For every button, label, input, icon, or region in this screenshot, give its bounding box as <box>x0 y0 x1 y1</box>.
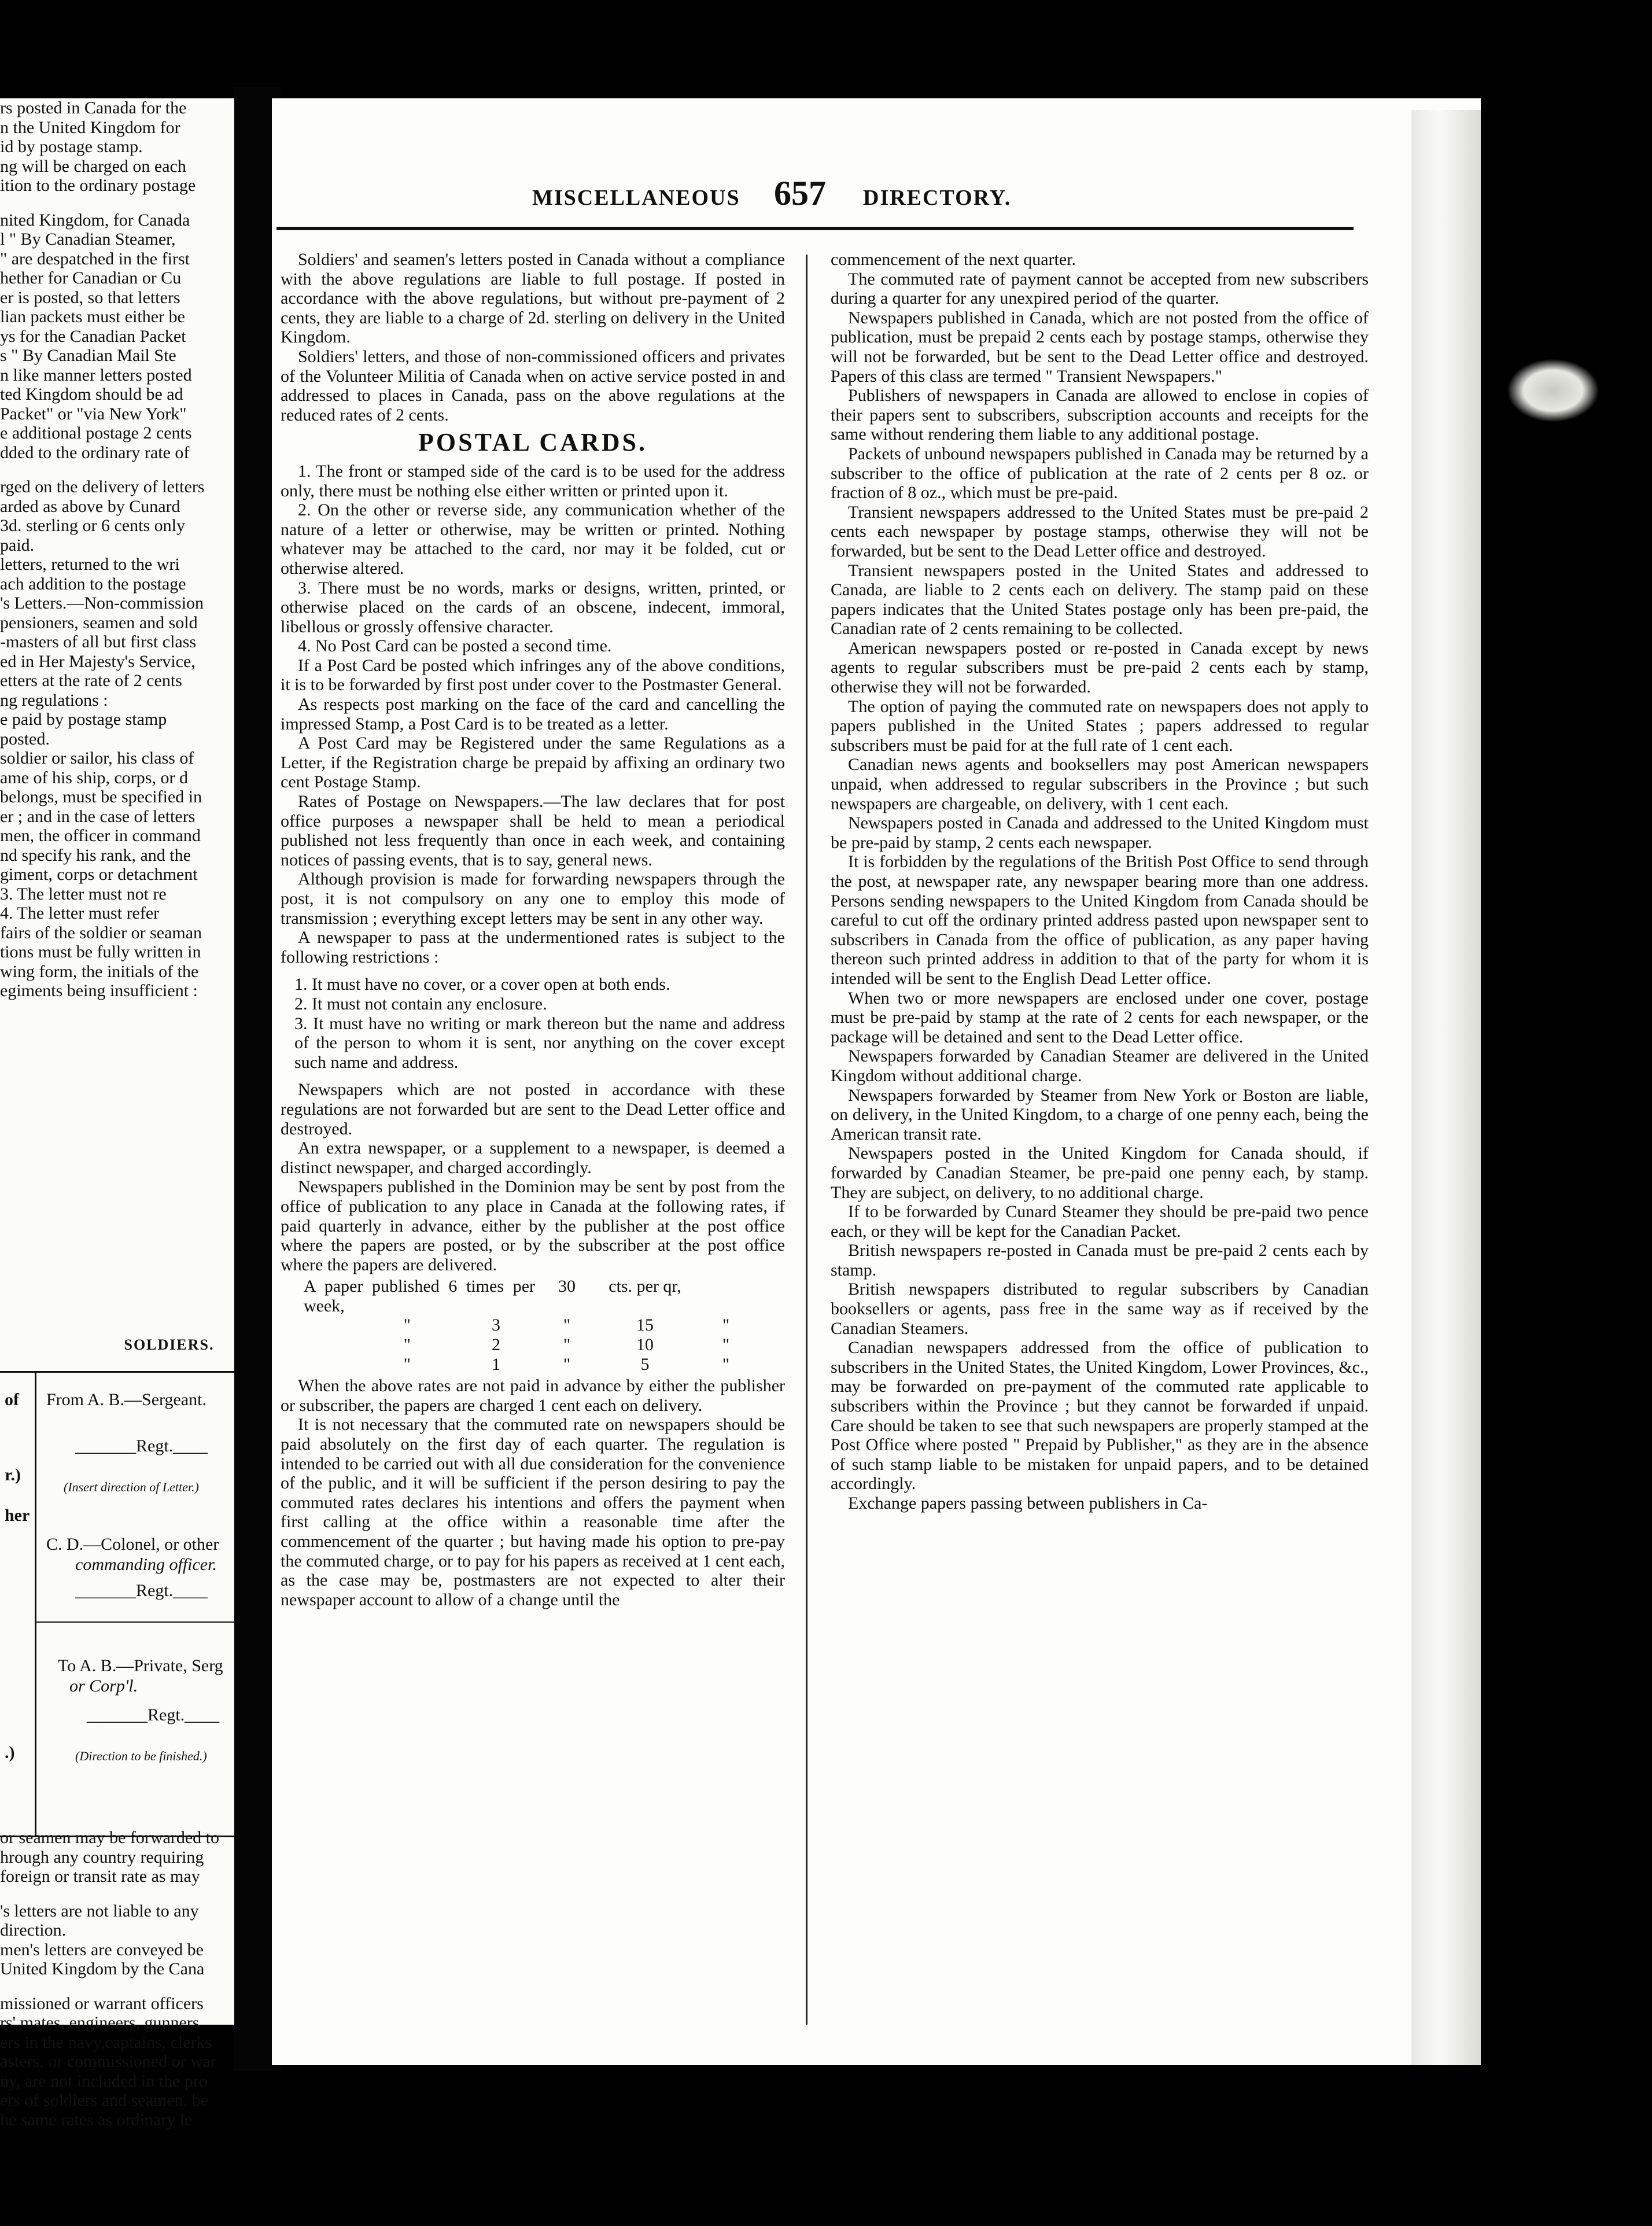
rate-cell: cts. per qr, <box>609 1277 681 1296</box>
ditto-mark: " <box>403 1335 411 1355</box>
form-divider <box>35 1373 36 1836</box>
newspaper-rules <box>281 1080 785 1274</box>
text-line: 3d. sterling or 6 cents only <box>0 516 185 535</box>
scan-smudge <box>1507 359 1599 422</box>
text-line: s " By Canadian Mail Ste <box>0 346 176 365</box>
paragraph: Newspapers posted in the United Kingdom for Canada should, if forwarded by Canadian Steamer, be pre-paid one penny each, by stamp. They are subject, on delivery, to no additional charge. <box>831 1144 1369 1202</box>
paragraph: It is forbidden by the regulations of the British Post Office to send through the post, at newspaper rate, any newspaper bearing more than one address. Persons sending newspapers to the United Kingdom from Canada should be careful to cut off the ordinary printed address pasted upon newspaper sent to subscribers in Canada from the office of publication, as any paper having thereon such printed address in addition to that of the party for whom it is intended will be sent to the English Dead Letter office. <box>831 852 1369 988</box>
rate-cell: " <box>722 1315 730 1335</box>
text-line: 's letters are not liable to any <box>0 1901 199 1921</box>
text-line: Packet" or "via New York" <box>0 404 187 423</box>
form-to: To A. B.—Private, Serg <box>58 1656 223 1675</box>
text-line: wing form, the initials of the <box>0 961 199 981</box>
text-line: asters, or commissioned or war <box>0 2052 217 2071</box>
rate-cell: 15 <box>636 1315 654 1335</box>
form-note-1: (Insert direction of Letter.) <box>64 1480 199 1494</box>
paragraph: A Post Card may be Registered under the same Regulations as a Letter, if the Registration charge be prepaid by affixing an ordinary two cent Postage Stamp. <box>281 734 785 792</box>
paragraph: Newspapers forwarded by Canadian Steamer are delivered in the United Kingdom without additional charge. <box>831 1046 1369 1085</box>
rate-cell: " <box>722 1335 730 1355</box>
paragraph: 3. It must have no writing or mark thereon but the name and address of the person to whom it is sent, nor anything on the cover except such name and address. <box>294 1014 785 1072</box>
paragraph: Transient newspapers addressed to the United States must be pre-paid 2 cents each newspaper by postage stamps, otherwise they will not be forwarded, but be sent to the Dead Letter office and destroyed. <box>831 502 1369 561</box>
paragraph: Newspapers which are not posted in accordance with these regulations are not forwarded but are sent to the Dead Letter office and destroyed. <box>281 1080 785 1138</box>
text-line: nd specify his rank, and the <box>0 845 191 865</box>
text-line: id by postage stamp. <box>0 137 143 156</box>
text-line: ers in the navy,captains, clerks <box>0 2032 212 2052</box>
rate-row <box>281 1315 785 1335</box>
paragraph: When the above rates are not paid in advance by either the publisher or subscriber, the papers are charged 1 cent each on delivery. <box>281 1376 785 1415</box>
text-line: 4. The letter must refer <box>0 904 160 923</box>
text-line: tions must be fully written in <box>0 942 201 961</box>
text-line: etters at the rate of 2 cents <box>0 671 182 690</box>
rate-cell: A paper published 6 times per week, <box>304 1277 535 1315</box>
times-per-week: 3 <box>492 1315 500 1335</box>
rate-row <box>281 1335 785 1355</box>
text-line: United Kingdom by the Cana <box>0 1959 205 1978</box>
paragraph: Newspapers posted in Canada and addressed to the United Kingdom must be pre-paid by stamp, 2 cents each newspaper. <box>831 813 1369 852</box>
form-regt-1: _______Regt.____ <box>75 1436 208 1455</box>
left-page-fragment <box>0 98 234 2129</box>
form-regt-2: _______Regt.____ <box>75 1581 208 1600</box>
header-right: DIRECTORY. <box>863 186 1012 210</box>
text-line: hrough any country requiring <box>0 1847 204 1867</box>
newspaper-restrictions <box>281 975 785 1072</box>
paragraph: Although provision is made for forwarding newspapers through the post, it is not compulsory on any one to employ this mode of transmission ; everything except letters may be sent in any other way. <box>281 869 785 928</box>
text-line: ition to the ordinary postage <box>0 176 196 195</box>
rates-table <box>281 1277 785 1374</box>
paragraph: Soldiers' letters, and those of non-commissioned officers and privates of the Volunteer Militia of Canada when on active service posted in and addressed to places in Canada, pass on the above regulations at the reduced rates of 2 cents. <box>281 347 785 425</box>
page-edge <box>1411 110 1481 2065</box>
postal-cards-rules <box>281 462 785 967</box>
column-2 <box>831 250 1369 1513</box>
text-line: pensioners, seamen and sold <box>0 613 198 632</box>
paragraph: Newspapers published in the Dominion may be sent by post from the office of publication to any place in Canada at the following rates, if paid quarterly in advance, either by the publisher at the post office where the papers are posted, or by the subscriber at the post office where the papers are delivered. <box>281 1177 785 1274</box>
rate-cell <box>304 1335 535 1355</box>
text-line: lian packets must either be <box>0 307 185 326</box>
text-line: l " By Canadian Steamer, <box>0 230 176 249</box>
spacer <box>281 967 785 975</box>
text-line: giment, corps or detachment <box>0 865 198 884</box>
paragraph: If to be forwarded by Cunard Steamer they should be pre-paid two pence each, or they will be kept for the Canadian Packet. <box>831 1202 1369 1241</box>
form-regt-3-text: Regt. <box>148 1705 185 1724</box>
paragraph: 4. No Post Card can be posted a second time. <box>298 636 612 656</box>
paragraph: 3. There must be no words, marks or designs, written, printed, or otherwise placed on the cards of an obscene, indecent, immoral, libellous or grossly offensive character. <box>281 578 785 636</box>
paragraph: Rates of Postage on Newspapers.—The law declares that for post office purposes a newspaper shall be held to mean a periodical published not less frequently than once in each week, and containing notices of passing events, that is to say, general news. <box>281 792 785 869</box>
column-1 <box>281 250 785 1609</box>
text-line: nited Kingdom, for Canada <box>0 210 190 230</box>
paragraph: If a Post Card be posted which infringes any of the above conditions, it is to be forwarded by first post under cover to the Postmaster General. <box>281 655 785 695</box>
paragraph: It is not necessary that the commuted rate on newspapers should be paid absolutely on the first day of each quarter. The regulation is intended to be carried out with all due consideration for the convenience of the public, and it will be sufficient if the person desiring to pay the commuted rates declares his intentions and offers the payment when first calling at the office within a reasonable time after the commencement of the quarter ; but having made his option to pre-pay the commuted charge, or to pay for his papers as received at 1 cent each, as the case may be, postmasters are not expected to alter their newspaper account to allow of a change until the <box>281 1415 785 1609</box>
form-label-3: her <box>5 1506 30 1525</box>
text-line: ny, are not included in the pro <box>0 2071 208 2091</box>
text-line: er is posted, so that letters <box>0 288 180 307</box>
postal-cards-heading: POSTAL CARDS. <box>418 428 647 457</box>
text-line: posted. <box>0 729 50 749</box>
text-line: ach addition to the postage <box>0 574 186 594</box>
text-line: fairs of the soldier or seaman <box>0 923 202 942</box>
text-line: hether for Canadian or Cu <box>0 268 182 288</box>
text-line: 's Letters.—Non-commission <box>0 594 204 613</box>
text-line: men's letters are conveyed be <box>0 1940 204 1959</box>
column-2-paragraphs <box>831 250 1369 1513</box>
rate-cell: 5 <box>640 1354 650 1374</box>
text-line: n like manner letters posted <box>0 365 192 385</box>
form-regt-1-text: Regt. <box>136 1436 174 1455</box>
rate-row <box>281 1355 785 1374</box>
text-line: ng regulations : <box>0 690 108 710</box>
text-line: he same rates as ordinary le <box>0 2110 193 2129</box>
rate-row <box>281 1277 785 1315</box>
ditto-mark: " <box>403 1354 411 1374</box>
text-line: dded to the ordinary rate of <box>0 443 190 462</box>
text-line: 3. The letter must not re <box>0 884 167 904</box>
text-line: rged on the delivery of letters <box>0 477 205 496</box>
text-line: arded as above by Cunard <box>0 496 180 516</box>
page-header <box>532 174 1053 220</box>
rate-cell: " <box>563 1315 571 1335</box>
rate-cell: " <box>722 1354 730 1374</box>
text-line: belongs, must be specified in <box>0 787 202 806</box>
paragraph: Newspapers published in Canada, which are not posted from the office of publication, must be prepaid 2 cents each by postage stamps, otherwise they will not be forwarded, but be sent to the Dead Letter office and destroyed. Papers of this class are termed " Transient Newspapers." <box>831 308 1369 386</box>
paragraph: Transient newspapers posted in the United States and addressed to Canada, are liable to 2 cents each on delivery. The stamp paid on these papers indicates that the United States postage only has been pre-paid, the Canadian rate of 2 cents remaining to be collected. <box>831 561 1369 639</box>
times-per-week: 1 <box>492 1354 500 1374</box>
form-regt-2-text: Regt. <box>136 1581 174 1600</box>
text-line: e additional postage 2 cents <box>0 423 192 443</box>
text-line: er ; and in the case of letters <box>0 806 196 826</box>
paragraph: American newspapers posted or re-posted in Canada except by news agents to regular subscribers must be pre-paid 2 cents each by stamp, otherwise they will not be forwarded. <box>831 638 1369 697</box>
form-label-1: of <box>5 1390 19 1409</box>
text-line: egiments being insufficient : <box>0 981 198 1000</box>
paragraph: Publishers of newspapers in Canada are allowed to enclose in copies of their papers sent to subscribers, subscription accounts and receipts for the same without rendering them liable to any additional postage. <box>831 386 1369 444</box>
text-line: e paid by postage stamp <box>0 710 167 729</box>
text-line: ame of his ship, corps, or d <box>0 768 188 787</box>
paragraph: A newspaper to pass at the undermentioned rates is subject to the following restrictions : <box>281 928 785 967</box>
form-commanding: commanding officer. <box>75 1555 217 1574</box>
soldiers-form <box>0 1336 234 1837</box>
paragraph: 1. The front or stamped side of the card is to be used for the address only, there must be nothing else either written or printed upon it. <box>281 461 785 500</box>
text-line: " are despatched in the first <box>0 249 190 268</box>
form-corp: or Corp'l. <box>69 1676 138 1696</box>
text-line: rs posted in Canada for the <box>0 98 187 117</box>
soldiers-form-box <box>0 1371 234 1837</box>
rate-cell: " <box>563 1335 571 1355</box>
paragraph: Newspapers forwarded by Steamer from New York or Boston are liable, on delivery, in the United Kingdom, to a charge of one penny each, being the American transit rate. <box>831 1085 1369 1144</box>
text-line: ng will be charged on each <box>0 156 186 176</box>
text-line: paid. <box>0 535 35 555</box>
rate-cell <box>304 1315 535 1335</box>
text-line: missioned or warrant officers <box>0 1993 204 2013</box>
paragraph: When two or more newspapers are enclosed under one cover, postage must be pre-paid by stamp at the rate of 2 cents for each newspaper, or the package will be detained and sent to the Dead Letter office. <box>831 988 1369 1046</box>
text-line: direction. <box>0 1921 67 1940</box>
paragraph: British newspapers re-posted in Canada must be pre-paid 2 cents each by stamp. <box>831 1241 1369 1280</box>
text-line: -masters of all but first class <box>0 632 197 651</box>
paragraph: Packets of unbound newspapers published in Canada may be returned by a subscriber to the office of publication at the rate of 2 cents per 8 oz. or fraction of 8 oz., which must be pre-paid. <box>831 444 1369 503</box>
text-line: or seamen may be forwarded to <box>0 1828 220 1847</box>
text-line: ed in Her Majesty's Service, <box>0 651 196 671</box>
ditto-mark: " <box>403 1315 411 1335</box>
times-per-week: 2 <box>492 1335 500 1355</box>
column-1-intro <box>281 250 785 425</box>
paragraph: 2. It must not contain any enclosure. <box>294 994 547 1014</box>
paragraph: British newspapers distributed to regular subscribers by Canadian booksellers or agents, pass free in the same way as if received by the Canadian Steamers. <box>831 1280 1369 1338</box>
form-label-5: .) <box>5 1743 15 1762</box>
text-line: ted Kingdom should be ad <box>0 385 183 404</box>
paragraph: The commuted rate of payment cannot be accepted from new subscribers during a quarter for any unexpired period of the quarter. <box>831 269 1369 308</box>
header-rule <box>276 227 1354 230</box>
header-left: MISCELLANEOUS <box>532 186 740 210</box>
text-line: foreign or transit rate as may <box>0 1867 200 1886</box>
text-line: men, the officer in command <box>0 826 201 845</box>
paragraph: Soldiers' and seamen's letters posted in Canada without a compliance with the above regulations are liable to full postage. If posted in accordance with the above regulations, but without pre-payment of 2 cents, they are liable to a charge of 2d. sterling on delivery in the United Kingdom. <box>281 250 785 347</box>
form-colonel: C. D.—Colonel, or other <box>46 1535 219 1554</box>
form-rule <box>35 1621 234 1623</box>
paragraph: As respects post marking on the face of the card and cancelling the impressed Stamp, a Post Card is to be treated as a letter. <box>281 695 785 734</box>
rate-cell <box>304 1355 535 1374</box>
column-rule <box>806 255 807 2025</box>
form-label-2: r.) <box>5 1465 21 1484</box>
text-line: rs' mates, engineers, gunners <box>0 2013 200 2032</box>
rate-cell: 10 <box>636 1335 654 1355</box>
spacer <box>281 1072 785 1080</box>
text-line: ers of soldiers and seamen, be <box>0 2091 208 2110</box>
paragraph: 2. On the other or reverse side, any communication whether of the nature of a letter or otherwise, may be written or printed. Nothing whatever may be attached to the card, nor may it be folded, cut or otherwise altered. <box>281 500 785 578</box>
rate-cell: 30 <box>558 1277 576 1296</box>
form-from: From A. B.—Sergeant. <box>46 1390 207 1409</box>
paragraph: Canadian news agents and booksellers may post American newspapers unpaid, when addressed to regular subscribers in the Province ; but such newspapers are chargeable, on delivery, with 1 cent each. <box>831 755 1369 813</box>
text-line: letters, returned to the wri <box>0 555 180 574</box>
paragraph: An extra newspaper, or a supplement to a newspaper, is deemed a distinct newspaper, and charged accordingly. <box>281 1138 785 1177</box>
text-line: soldier or sailor, his class of <box>0 749 194 768</box>
form-regt-3: _______Regt.____ <box>87 1705 220 1724</box>
soldiers-title: SOLDIERS. <box>124 1336 215 1353</box>
page-number: 657 <box>774 174 826 212</box>
paragraph: Exchange papers passing between publishers in Ca- <box>848 1494 1208 1513</box>
paragraph: The option of paying the commuted rate on newspapers does not apply to papers published in the United States ; papers addressed to regular subscribers must be paid for at the full rate of 1 cent each. <box>831 696 1369 755</box>
paragraph: Canadian newspapers addressed from the office of publication to subscribers in the United States, the United Kingdom, Lower Provinces, &c., may be forwarded on pre-payment of the commuted rate applicable to subscribers within the Province ; but they cannot be forwarded if unpaid. Care should be taken to see that such newspapers are properly stamped at the Post Office where posted " Prepaid by Publisher," as they are in the absence of such stamp liable to be mistaken for unpaid papers, and to be detained accordingly. <box>831 1338 1369 1494</box>
column-1-closing <box>281 1376 785 1609</box>
paragraph: 1. It must have no cover, or a cover open at both ends. <box>294 975 670 994</box>
text-line: n the United Kingdom for <box>0 117 180 137</box>
form-note-2: (Direction to be finished.) <box>75 1749 207 1763</box>
rate-cell: " <box>563 1354 571 1374</box>
paragraph: commencement of the next quarter. <box>831 250 1076 269</box>
text-line: ys for the Canadian Packet <box>0 326 186 346</box>
